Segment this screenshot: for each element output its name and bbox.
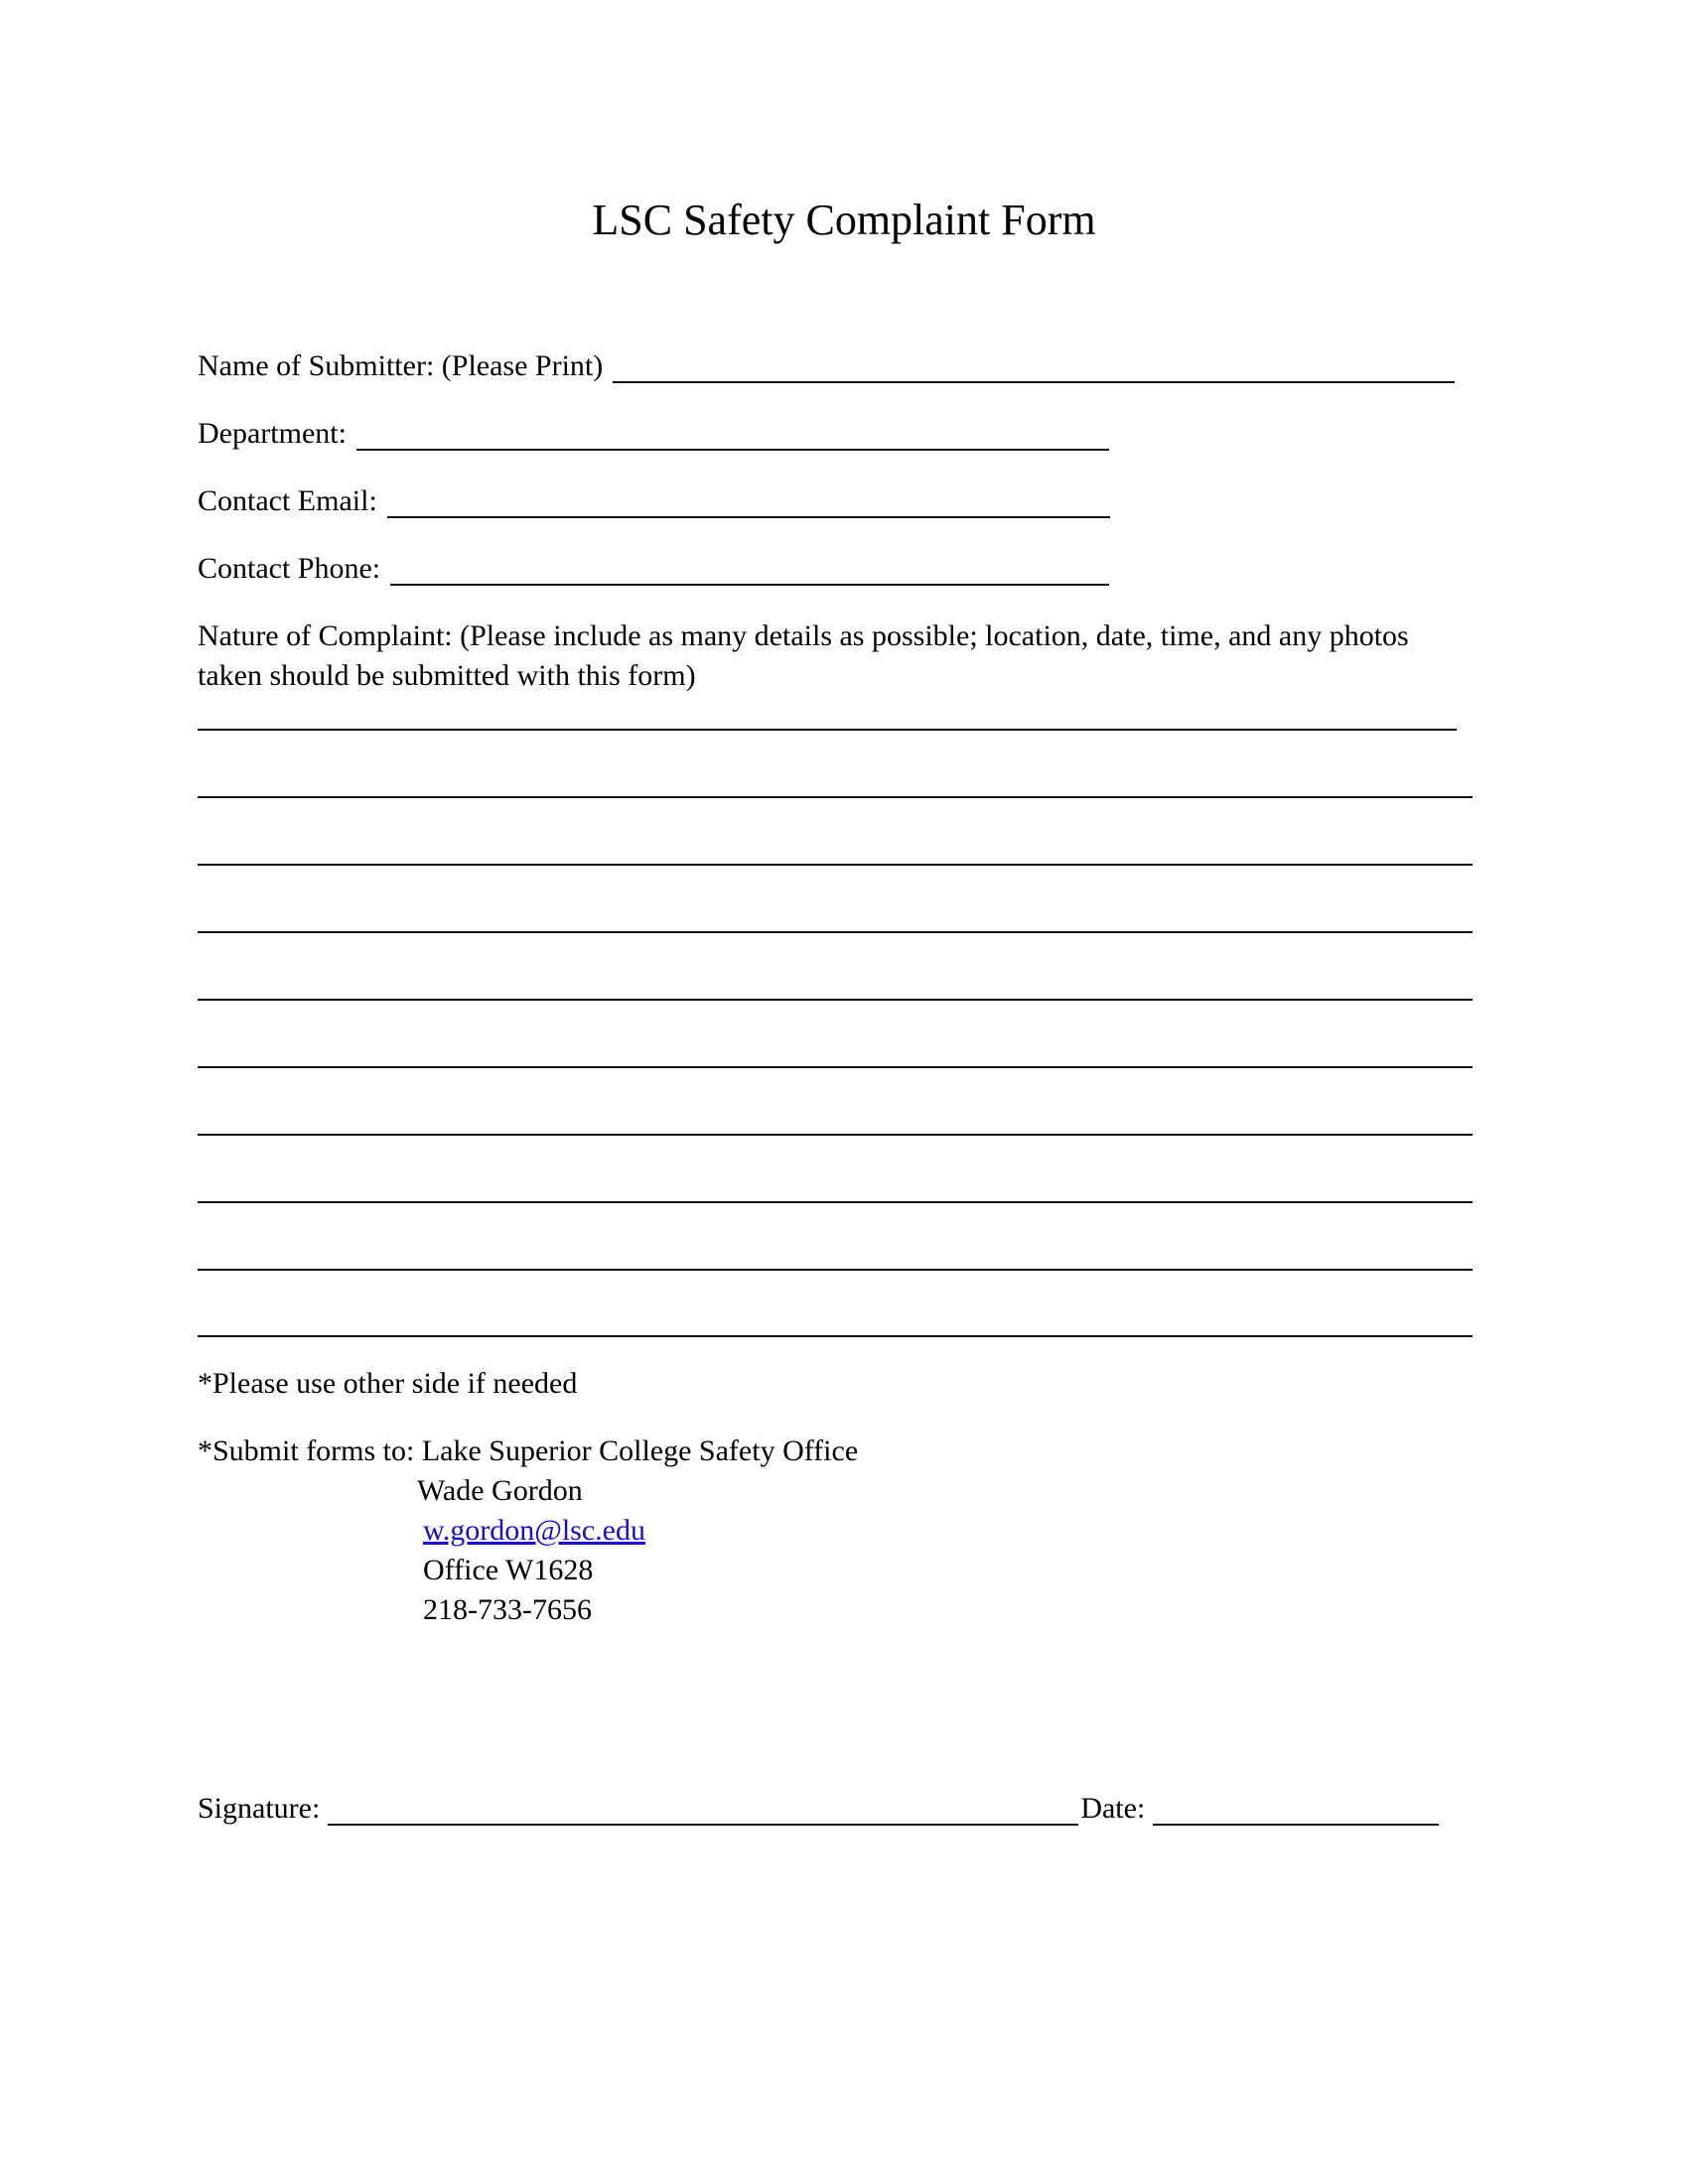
complaint-line-3[interactable] [198, 864, 1473, 866]
complaint-line-9[interactable] [198, 1269, 1473, 1271]
department-label: Department: [198, 417, 347, 450]
email-input-line[interactable] [387, 488, 1110, 518]
complaint-line-8[interactable] [198, 1201, 1473, 1203]
other-side-note: *Please use other side if needed [198, 1367, 578, 1400]
name-field-row [198, 349, 1455, 383]
complaint-line-4[interactable] [198, 931, 1473, 933]
date-input-line[interactable] [1153, 1796, 1439, 1826]
complaint-line-6[interactable] [198, 1066, 1473, 1068]
phone-input-line[interactable] [390, 556, 1109, 586]
name-input-line[interactable] [613, 353, 1455, 383]
contact-phone: 218-733-7656 [423, 1593, 592, 1626]
page-title: LSC Safety Complaint Form [592, 196, 1096, 244]
department-input-line[interactable] [356, 421, 1109, 451]
contact-office: Office W1628 [423, 1554, 594, 1586]
contact-email-link[interactable]: w.gordon@lsc.edu [423, 1514, 645, 1547]
signature-input-line[interactable] [328, 1796, 1078, 1826]
email-field-row [198, 484, 1110, 518]
complaint-line-1[interactable] [198, 729, 1457, 731]
complaint-line-5[interactable] [198, 999, 1473, 1001]
complaint-label-line-2: taken should be submitted with this form) [198, 659, 696, 692]
complaint-line-10[interactable] [198, 1335, 1473, 1337]
signature-row [198, 1792, 1439, 1826]
complaint-line-7[interactable] [198, 1134, 1473, 1136]
date-label: Date: [1080, 1792, 1146, 1825]
signature-label: Signature: [198, 1792, 321, 1825]
submit-to-note: *Submit forms to: Lake Superior College Safety Office [198, 1434, 859, 1467]
contact-name: Wade Gordon [417, 1474, 583, 1507]
department-field-row [198, 417, 1109, 451]
complaint-label-line-1: Nature of Complaint: (Please include as many details as possible; location, date, time, and any photos [198, 619, 1409, 652]
phone-label: Contact Phone: [198, 552, 381, 585]
email-label: Contact Email: [198, 484, 377, 517]
name-label: Name of Submitter: (Please Print) [198, 349, 604, 382]
complaint-line-2[interactable] [198, 796, 1473, 798]
phone-field-row [198, 552, 1109, 586]
